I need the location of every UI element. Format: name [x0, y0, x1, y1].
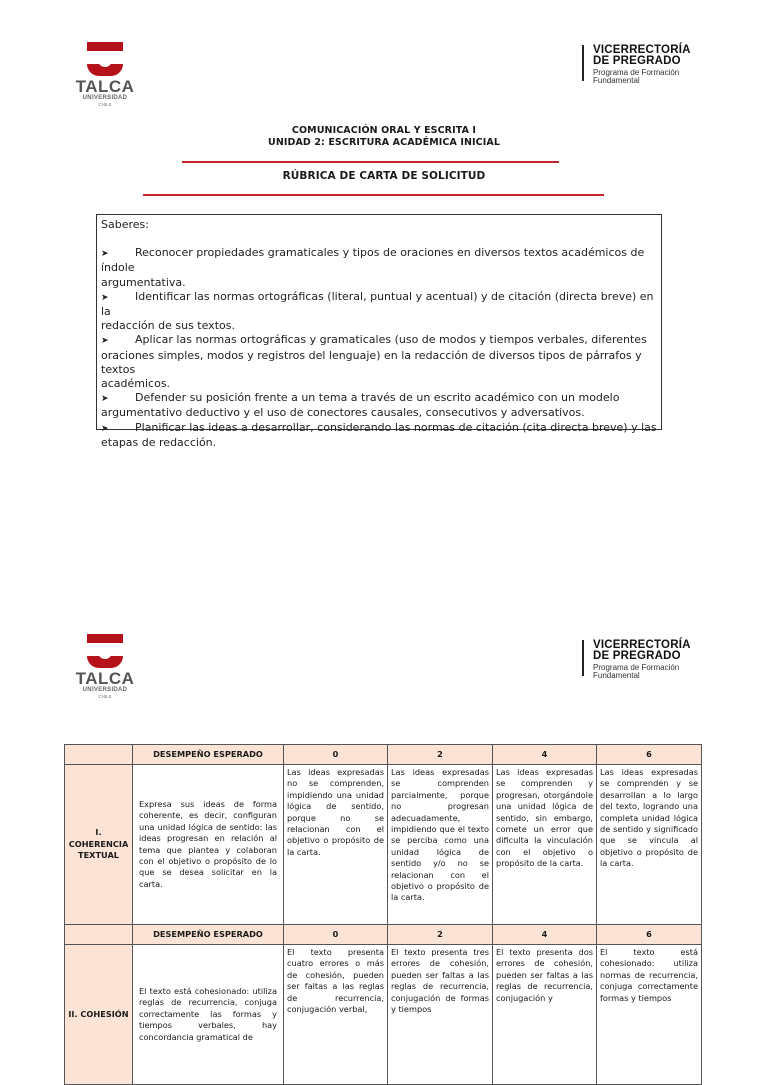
expected-performance: El texto está cohesionado: utiliza reglas de recurrencia, conjuga correctamente las formas y tiempos verbales, hay concordancia gramatical de [133, 945, 284, 1085]
header-cell: 0 [284, 745, 388, 765]
university-logo [75, 42, 135, 107]
rubric-header-row [65, 925, 702, 945]
level-cell: El texto está cohesionado: utiliza normas de recurrencia, conjuga correctamente formas y tiempos [597, 945, 702, 1085]
rubric-header-row [65, 745, 702, 765]
rubric-table [64, 744, 702, 1085]
saberes-item: ➤ Reconocer propiedades gramaticales y tipos de oraciones en diversos textos académicos de índole argumentativa. [101, 246, 645, 289]
saberes-heading: Saberes: [101, 218, 149, 231]
course-title: COMUNICACIÓN ORAL Y ESCRITA I [291, 125, 477, 136]
criterion-label: I. COHERENCIA TEXTUAL [65, 765, 133, 925]
arrowhead-bullet-icon: ➤ [101, 249, 109, 260]
vice-line1: VICERRECTORÍA [593, 44, 691, 56]
arrowhead-bullet-icon: ➤ [101, 394, 109, 405]
logo-sub: UNIVERSIDAD [82, 687, 128, 693]
university-logo [75, 634, 135, 699]
header-cell: 6 [597, 745, 702, 765]
logo-name: TALCA [75, 669, 135, 688]
logo-country: CHILE [98, 694, 112, 699]
arrowhead-bullet-icon: ➤ [101, 423, 109, 434]
program-line2: Fundamental [593, 76, 640, 85]
vice-line2: DE PREGRADO [593, 650, 681, 662]
vice-line2: DE PREGRADO [593, 55, 681, 67]
level-cell: Las ideas expresadas se comprenden y se desarrollan a lo largo del texto, logrando una completa unidad lógica de sentido y significado que se vincula al objetivo o propósito de la carta. [597, 765, 702, 925]
program-line2: Fundamental [593, 671, 640, 680]
divider-line [182, 161, 559, 163]
arrowhead-bullet-icon: ➤ [101, 292, 109, 303]
criterion-row [65, 945, 702, 1085]
talca-emblem-icon [87, 634, 123, 668]
program-line1: Programa de Formación [593, 663, 680, 672]
rubric-title: RÚBRICA DE CARTA DE SOLICITUD [282, 170, 486, 182]
criterion-label: II. COHESIÓN [65, 945, 133, 1085]
header-cell [65, 745, 133, 765]
saberes-box [96, 214, 662, 449]
level-cell: Las ideas expresadas no se comprenden, impidiendo una unidad lógica de sentido, porque no se relacionan con el objetivo o propósito de la carta. [284, 765, 388, 925]
unit-title: UNIDAD 2: ESCRITURA ACADÉMICA INICIAL [268, 137, 500, 148]
header-cell: 4 [493, 745, 597, 765]
level-cell: El texto presenta dos errores de cohesión, pueden ser faltas a las reglas de recurrencia, conjugación y [493, 945, 597, 1085]
logo-name: TALCA [75, 77, 135, 96]
header-cell: 4 [493, 925, 597, 945]
header-cell [65, 925, 133, 945]
saberes-item: ➤ Planificar las ideas a desarrollar, considerando las normas de citación (cita directa breve) y las etapas de redacción. [101, 420, 657, 449]
arrowhead-bullet-icon: ➤ [101, 336, 109, 347]
header-cell: DESEMPEÑO ESPERADO [133, 745, 284, 765]
talca-emblem-icon [87, 42, 123, 76]
criterion-row [65, 765, 702, 925]
level-cell: Las ideas expresadas se comprenden parcialmente, porque no progresan adecuadamente, impidiendo que el texto se perciba como una unidad lógica de sentido y/o no se relacionan con el objetivo o propósito de la carta. [388, 765, 493, 925]
header-cell: 2 [388, 925, 493, 945]
expected-performance: Expresa sus ideas de forma coherente, es decir, configuran una unidad lógica de sentido: las ideas progresan en relación al tema que plantea y colaboran con el objetivo o propósito de lo que se desea solicitar en la carta. [133, 765, 284, 925]
saberes-item: ➤ Aplicar las normas ortográficas y gramaticales (uso de modos y tiempos verbales, diferentes oraciones simples, modos y registros del lenguaje) en la redacción de diversos tipos de párrafos y textos académicos. [101, 333, 647, 391]
vicerrectoria-block [582, 44, 691, 85]
logo-sub: UNIVERSIDAD [82, 95, 128, 101]
level-cell: Las ideas expresadas se comprenden y progresan, otorgándole una unidad lógica de sentido, sin embargo, comete un error que dificulta la vinculación con el objetivo o propósito de la carta. [493, 765, 597, 925]
vicerrectoria-block [582, 639, 691, 680]
divider-line [143, 194, 604, 196]
logo-country: CHILE [98, 102, 112, 107]
saberes-item: ➤ Defender su posición frente a un tema a través de un escrito académico con un modelo argumentativo deductivo y el uso de conectores causales, consecutivos y adversativos. [101, 391, 620, 420]
header-cell: DESEMPEÑO ESPERADO [133, 925, 284, 945]
level-cell: El texto presenta tres errores de cohesión, pueden ser faltas a las reglas de recurrencia, conjugación de formas y tiempos [388, 945, 493, 1085]
vice-line1: VICERRECTORÍA [593, 639, 691, 651]
level-cell: El texto presenta cuatro errores o más de cohesión, pueden ser faltas a las reglas de recurrencia, conjugación verbal, [284, 945, 388, 1085]
header-cell: 6 [597, 925, 702, 945]
program-line1: Programa de Formación [593, 68, 680, 77]
header-cell: 0 [284, 925, 388, 945]
header-cell: 2 [388, 745, 493, 765]
saberes-item: ➤ Identificar las normas ortográficas (literal, puntual y acentual) y de citación (directa breve) en la redacción de sus textos. [101, 289, 654, 333]
